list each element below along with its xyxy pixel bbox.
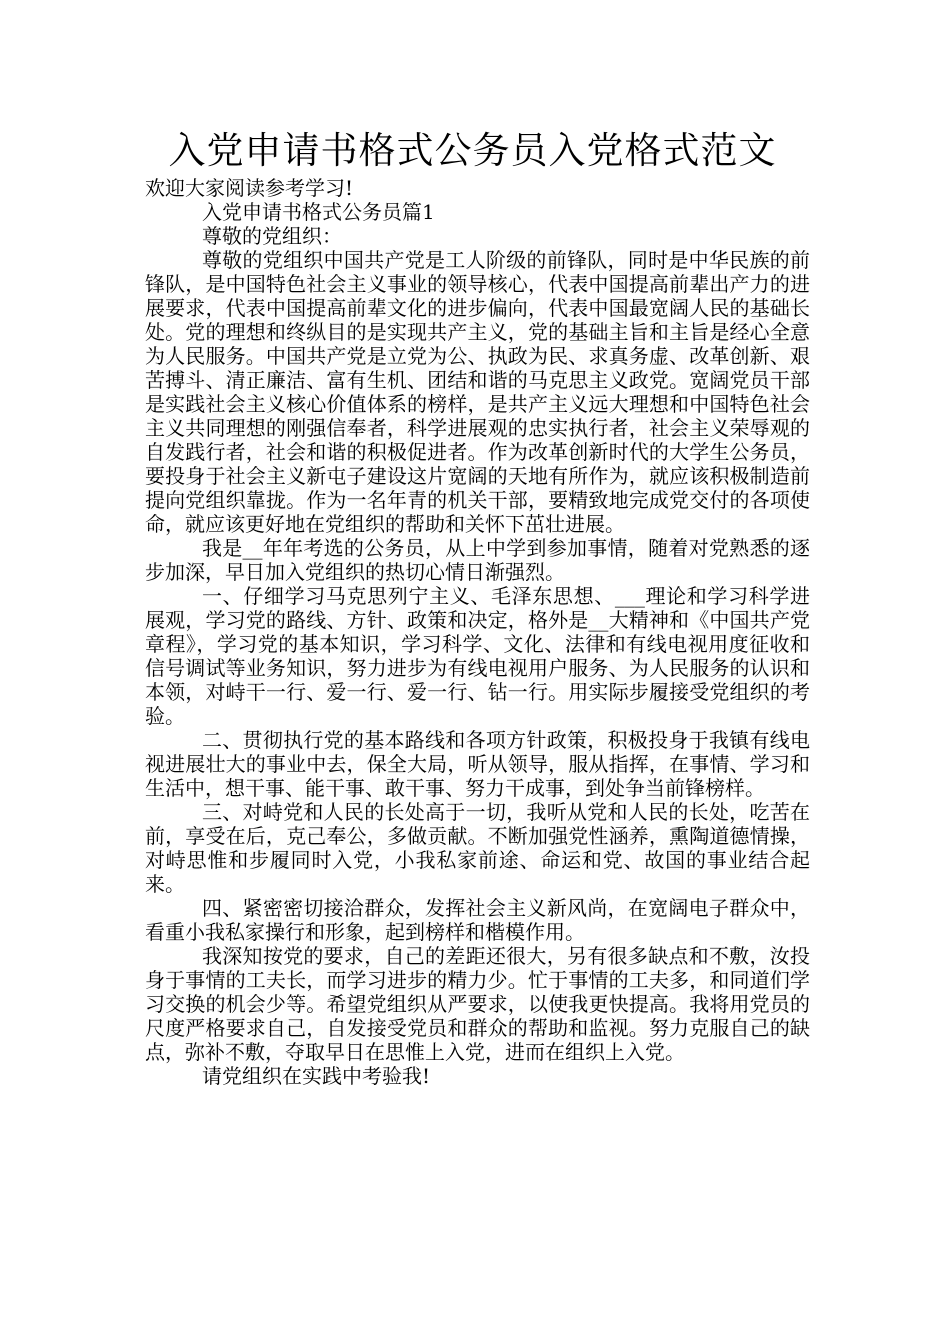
closing-line: 请党组织在实践中考验我! xyxy=(202,1064,431,1088)
intro-line: 欢迎大家阅读参考学习! xyxy=(145,176,354,200)
section-heading: 入党申请书格式公务员篇1 xyxy=(202,200,435,224)
document-title: 入党申请书格式公务员入党格式范文 xyxy=(168,129,777,172)
salutation: 尊敬的党组织： xyxy=(202,224,342,248)
body-paragraph: 我深知按党的要求，自己的差距还很大，另有很多缺点和不敷，汝投身于事情的工夫长，而学习进步的精力少。忙于事情的工夫多，和同道们学习交换的机会少等。希望党组织从严要求，以使我更快提高。我将用党员的尺度严格要求自己，自发接受党员和群众的帮助和监视。努力克服自己的缺点，弥补不敷，夺取早日在思惟上入党，进而在组织上入党。 xyxy=(145,944,810,1064)
body-paragraph: 三、对峙党和人民的长处高于一切，我听从党和人民的长处，吃苦在前，享受在后，克己奉公，多做贡献。不断加强党性涵养，熏陶道德情操，对峙思惟和步履同时入党，小我私家前途、命运和党、故国的事业结合起来。 xyxy=(145,800,810,896)
body-paragraph: 二、贯彻执行党的基本路线和各项方针政策，积极投身于我镇有线电视进展壮大的事业中去，保全大局，听从领导，服从指挥，在事情、学习和生活中，想干事、能干事、敢干事、努力干成事，到处争当前锋榜样。 xyxy=(145,728,810,800)
body-paragraph: 一、仔细学习马克思列宁主义、毛泽东思想、___理论和学习科学进展观，学习党的路线、方针、政策和决定，格外是__大精神和《中国共产党章程》，学习党的基本知识，学习科学、文化、法律和有线电视用度征收和信号调试等业务知识，努力进步为有线电视用户服务、为人民服务的认识和本领，对峙干一行、爱一行、爱一行、钻一行。用实际步履接受党组织的考验。 xyxy=(145,584,810,728)
body-paragraph: 尊敬的党组织中国共产党是工人阶级的前锋队，同时是中华民族的前锋队，是中国特色社会主义事业的领导核心，代表中国提高前辈出产力的进展要求，代表中国提高前辈文化的进步偏向，代表中国最宽阔人民的基础长处。党的理想和终纵目的是实现共产主义，党的基础主旨和主旨是经心全意为人民服务。中国共产党是立党为公、执政为民、求真务虚、改革创新、艰苦搏斗、清正廉洁、富有生机、团结和谐的马克思主义政党。宽阔党员干部是实践社会主义核心价值体系的榜样，是共产主义远大理想和中国特色社会主义共同理想的刚强信奉者，科学进展观的忠实执行者，社会主义荣辱观的自发践行者，社会和谐的积极促进者。作为改革创新时代的大学生公务员，要投身于社会主义新屯子建设这片宽阔的天地有所作为，就应该积极制造前提向党组织靠拢。作为一名年青的机关干部，要精致地完成党交付的各项使命，就应该更好地在党组织的帮助和关怀下茁壮进展。 xyxy=(145,248,810,536)
body-paragraph: 四、紧密密切接洽群众，发挥社会主义新风尚，在宽阔电子群众中，看重小我私家操行和形象，起到榜样和楷模作用。 xyxy=(145,896,810,944)
body-paragraph: 我是__年年考选的公务员，从上中学到参加事情，随着对党熟悉的逐步加深，早日加入党组织的热切心情日渐强烈。 xyxy=(145,536,810,584)
document-body xyxy=(145,128,810,1088)
